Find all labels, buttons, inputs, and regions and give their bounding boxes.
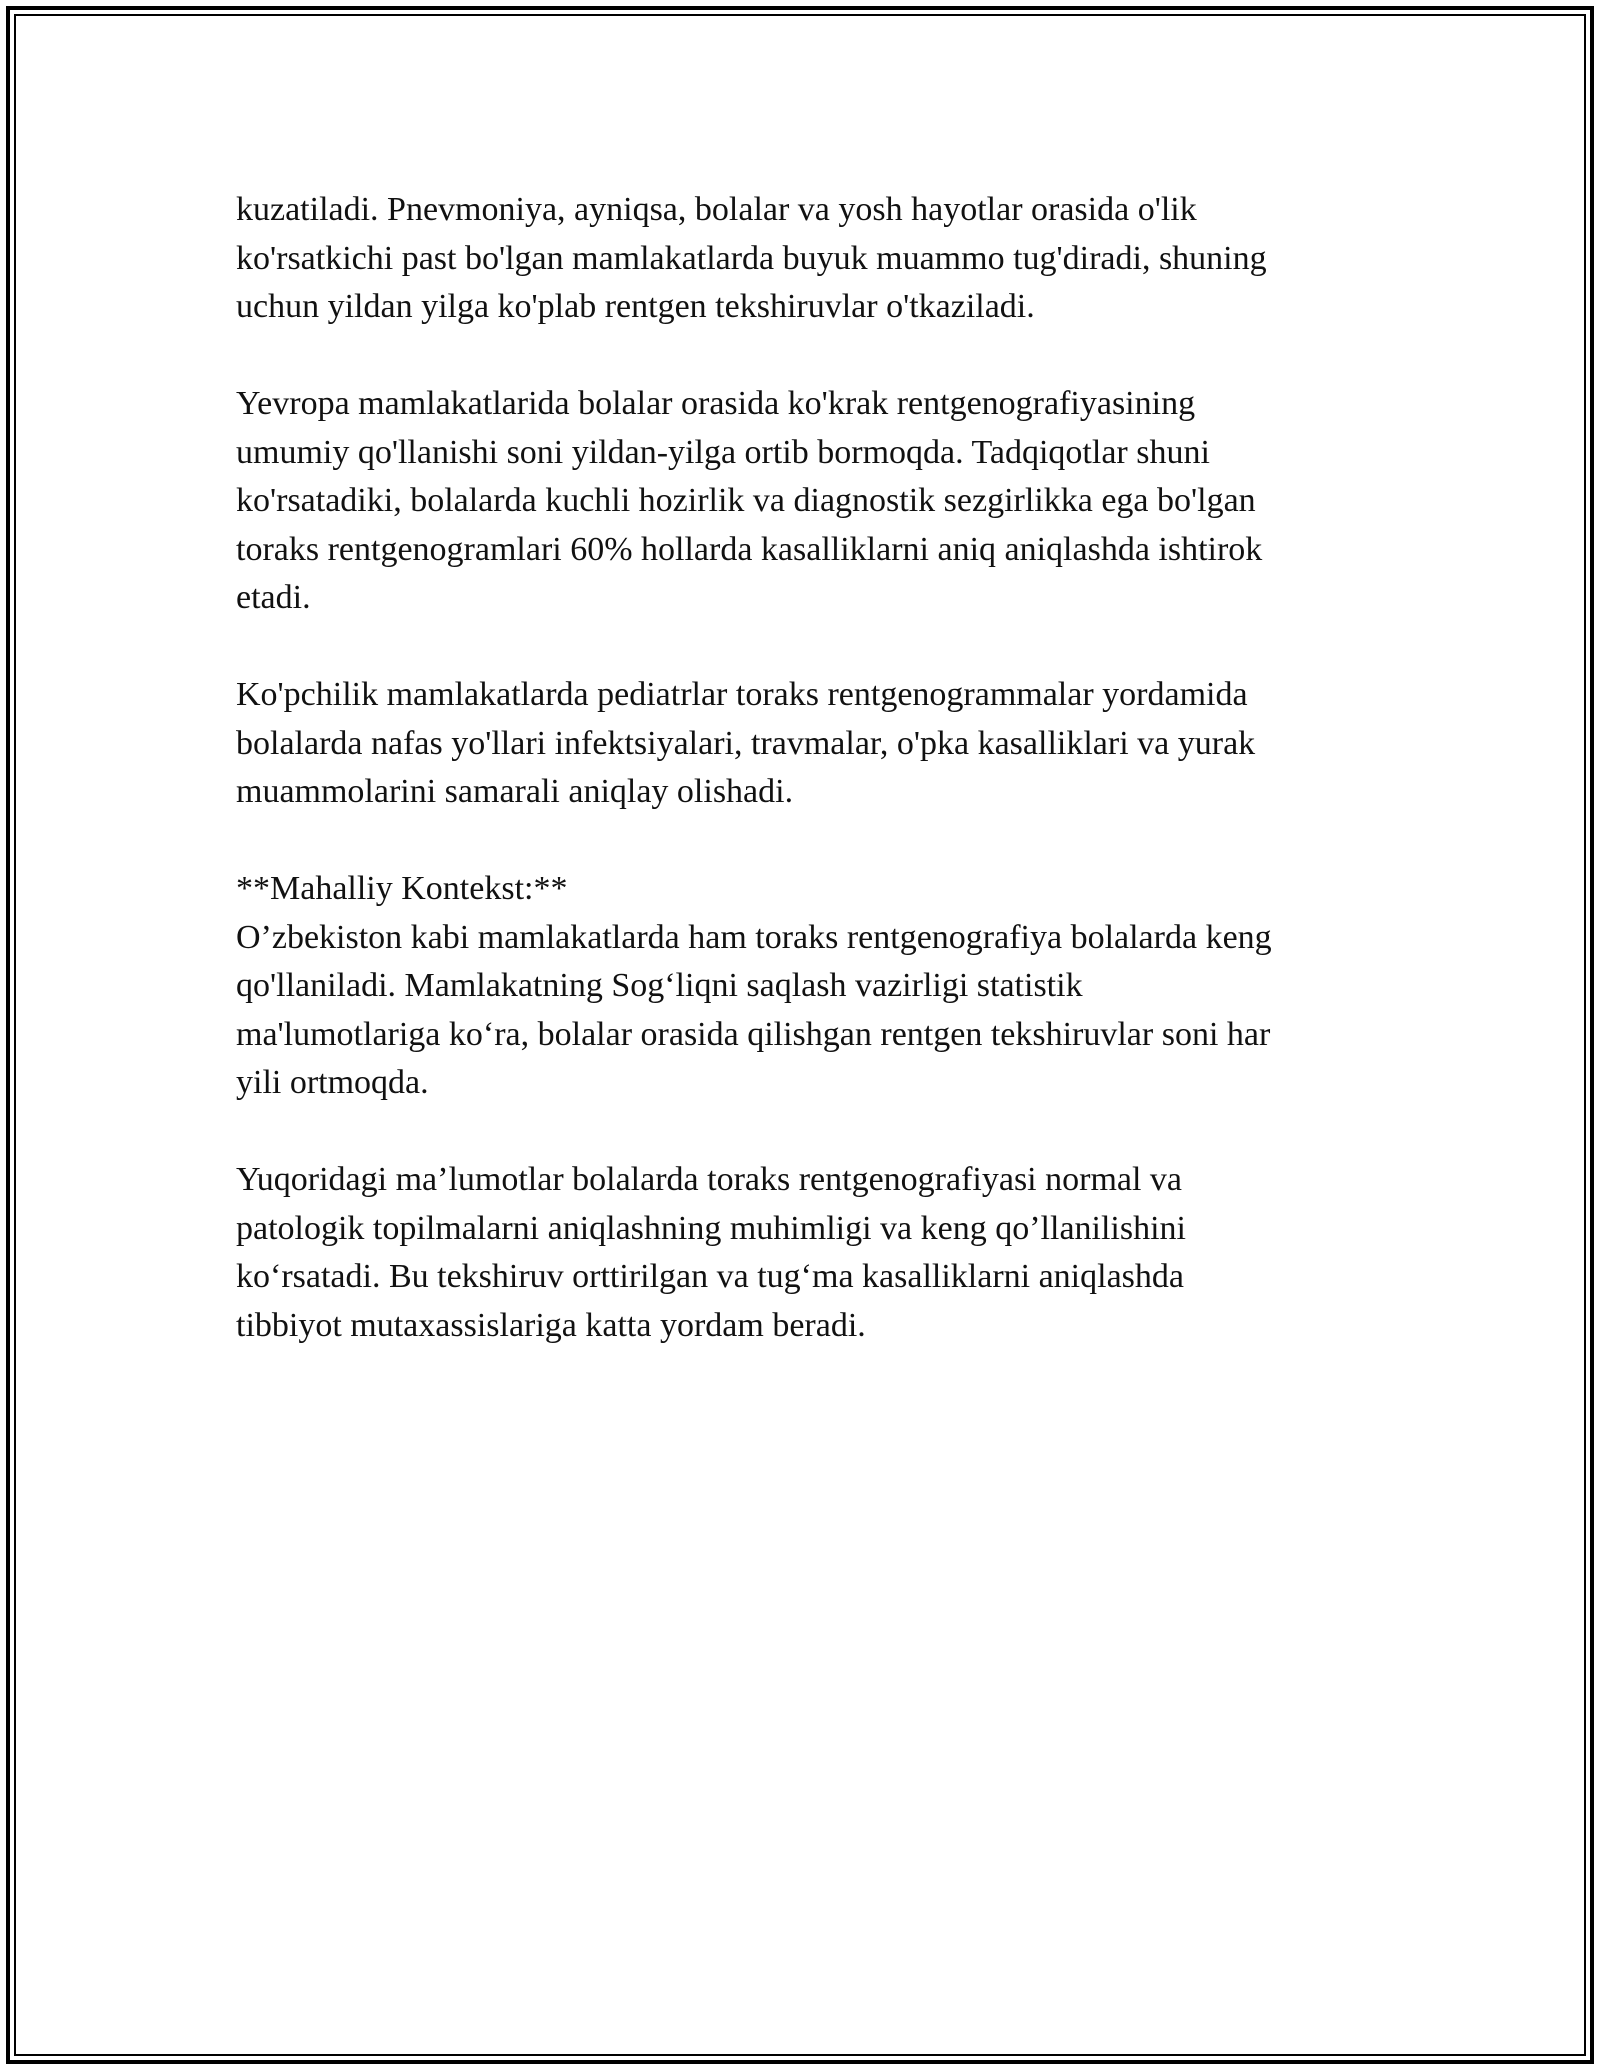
document-body [236, 186, 1366, 1350]
text-line: ko'rsatkichi past bo'lgan mamlakatlarda buyuk muammo tug'diradi, shuning [236, 239, 1267, 277]
text-line: ko‘rsatadi. Bu tekshiruv orttirilgan va tug‘ma kasalliklarni aniqlashda [236, 1258, 1184, 1295]
text-line: Yevropa mamlakatlarida bolalar orasida ko'krak rentgenografiyasining [236, 385, 1196, 422]
text-line: toraks rentgenogramlari 60% hollarda kasalliklarni aniq aniqlashda ishtirok [236, 530, 1263, 568]
text-line: umumiy qo'llanishi soni yildan-yilga ortib bormoqda. Tadqiqotlar shuni [236, 433, 1210, 471]
text-line: etadi. [236, 579, 311, 616]
text-line: O’zbekiston kabi mamlakatlarda ham toraks rentgenografiya bolalarda keng [236, 918, 1272, 956]
text-line: ko'rsatadiki, bolalarda kuchli hozirlik va diagnostik sezgirlikka ega bo'lgan [236, 482, 1256, 519]
text-line: patologik topilmalarni aniqlashning muhimligi va keng qo’llanilishini [236, 1209, 1186, 1247]
text-line: ma'lumotlariga ko‘ra, bolalar orasida qilishgan rentgen tekshiruvlar soni har [236, 1015, 1271, 1053]
text-line: tibbiyot mutaxassislariga katta yordam beradi. [236, 1306, 866, 1344]
text-line: qo'llaniladi. Mamlakatning Sog‘liqni saqlash vazirligi statistik [236, 967, 1083, 1004]
paragraph-2 [236, 380, 1366, 623]
paragraph-3 [236, 671, 1366, 817]
text-line: bolalarda nafas yo'llari infektsiyalari, travmalar, o'pka kasalliklari va yurak [236, 724, 1256, 762]
paragraph-1 [236, 186, 1366, 332]
paragraph-4 [236, 865, 1366, 1108]
text-line: Yuqoridagi ma’lumotlar bolalarda toraks rentgenografiyasi normal va [236, 1161, 1183, 1198]
text-line: kuzatiladi. Pnevmoniya, ayniqsa, bolalar va yosh hayotlar orasida o'lik [236, 191, 1197, 228]
text-line: yili ortmoqda. [236, 1064, 429, 1101]
text-line: muammolarini samarali aniqlay olishadi. [236, 773, 794, 810]
section-heading: **Mahalliy Kontekst:** [236, 870, 568, 907]
paragraph-5 [236, 1156, 1366, 1350]
text-line: Ko'pchilik mamlakatlarda pediatrlar toraks rentgenogrammalar yordamida [236, 676, 1248, 713]
text-line: uchun yildan yilga ko'plab rentgen tekshiruvlar o'tkaziladi. [236, 288, 1035, 325]
